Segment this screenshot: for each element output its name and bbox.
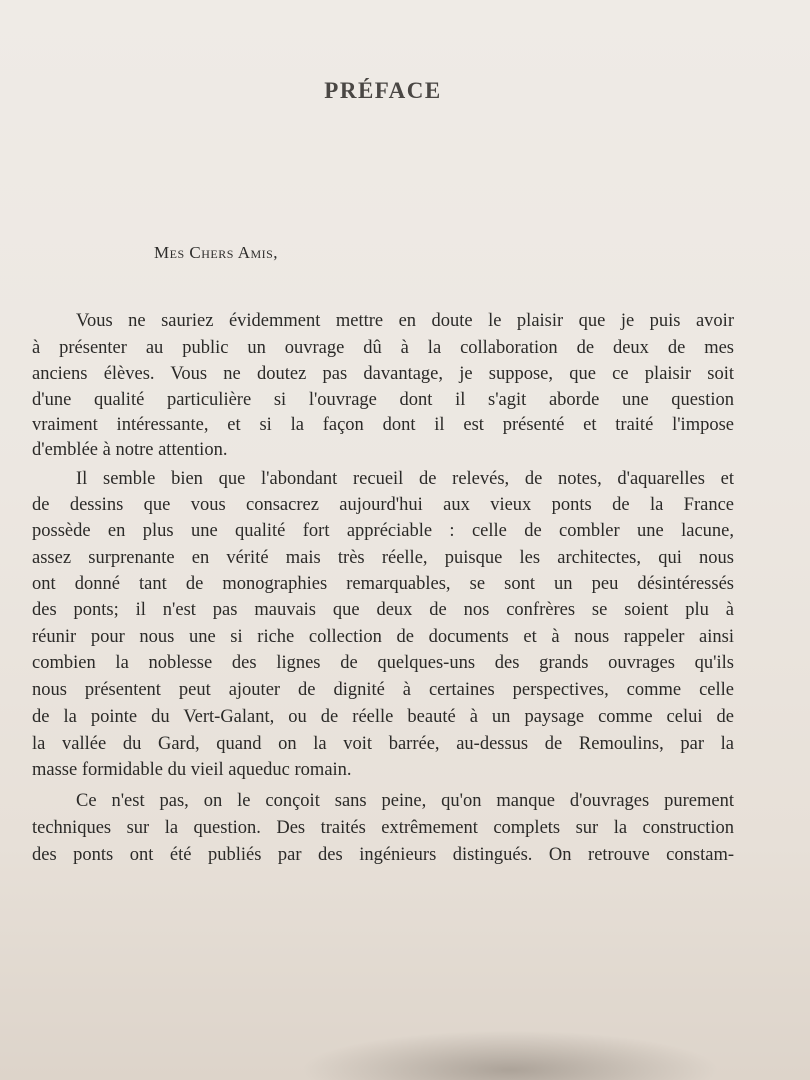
text-line: techniques sur la question. Des traités extrêmement complets sur la construction [32,818,734,838]
text-line: des ponts ont été publiés par des ingénieurs distingués. On retrouve constam- [32,845,734,865]
text-line: Ce n'est pas, on le conçoit sans peine, qu'on manque d'ouvrages purement [76,791,734,811]
text-line: d'une qualité particulière si l'ouvrage dont il s'agit aborde une question [32,390,734,410]
text-line: possède en plus une qualité fort appréciable : celle de combler une lacune, [32,521,734,541]
text-line: ont donné tant de monographies remarquables, se sont un peu désintéressés [32,574,734,594]
text-line: nous présentent peut ajouter de dignité à certaines perspectives, comme celle [32,680,734,700]
text-line: des ponts; il n'est pas mauvais que deux de nos confrères se soient plu à [32,600,734,620]
text-line: combien la noblesse des lignes de quelques-uns des grands ouvrages qu'ils [32,653,734,673]
page-shadow [300,1030,720,1080]
text-line: d'emblée à notre attention. [32,440,228,460]
text-line: anciens élèves. Vous ne doutez pas davantage, je suppose, que ce plaisir soit [32,364,734,384]
page-title: PRÉFACE [324,78,442,103]
text-line: à présenter au public un ouvrage dû à la collaboration de deux de mes [32,338,734,358]
text-line: réunir pour nous une si riche collection de documents et à nous rappeler ainsi [32,627,734,647]
text-line: Vous ne sauriez évidemment mettre en doute le plaisir que je puis avoir [76,311,734,331]
text-line: assez surprenante en vérité mais très réelle, puisque les architectes, qui nous [32,548,734,568]
salutation: Mes Chers Amis, [154,243,279,262]
text-line: Il semble bien que l'abondant recueil de relevés, de notes, d'aquarelles et [76,469,734,489]
text-line: vraiment intéressante, et si la façon dont il est présenté et traité l'impose [32,415,734,435]
text-line: masse formidable du vieil aqueduc romain. [32,760,352,780]
text-line: de la pointe du Vert-Galant, ou de réelle beauté à un paysage comme celui de [32,707,734,727]
text-line: la vallée du Gard, quand on la voit barrée, au-dessus de Remoulins, par la [32,734,734,754]
text-line: de dessins que vous consacrez aujourd'hui aux vieux ponts de la France [32,495,734,515]
